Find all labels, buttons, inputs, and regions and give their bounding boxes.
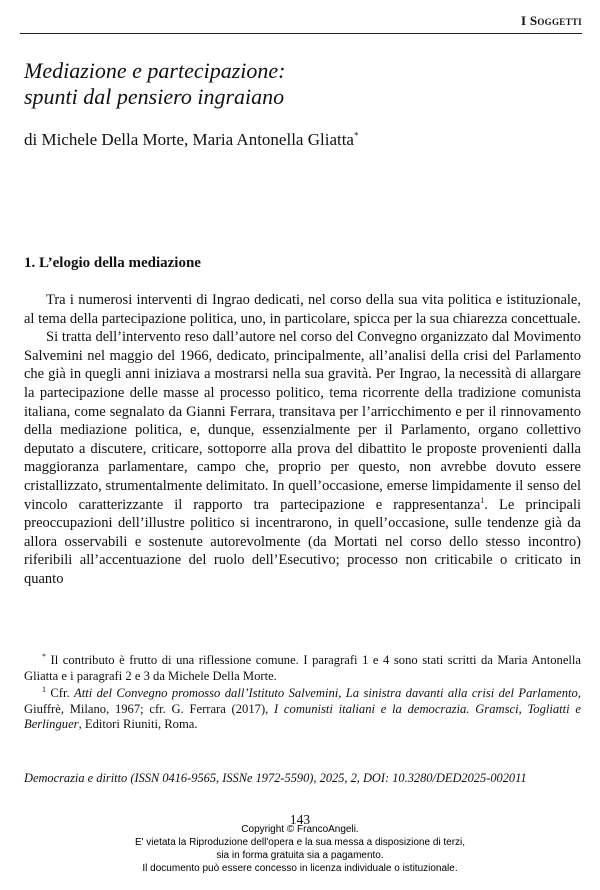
title-line-2: spunti dal pensiero ingraiano [24,84,285,109]
authors-note-mark: * [353,130,359,141]
body-text [24,291,581,589]
authors-line [24,130,358,150]
footnote-1-part-c: , Giuffrè, Milano, 1967; cfr. G. Ferrara (2017), [24,686,581,716]
article-title [24,58,564,110]
copyright-line-2: E' vietata la Riproduzione dell'opera e la sua messa a disposizione di terzi, [134,837,466,848]
footnote-1-part-d: I comunisti italiani e la democrazia. Gramsci, Togliatti e Berlinguer [24,701,581,731]
paragraph-2-part-2: . Le principali preoccupazioni dell’illustre politico si incentrarono, in quell’occasione, sulle tendenze già da allora osservabili e sostenute autorevolmente (da Mortati nel corso dello stesso incontro) riferibili all’accentuazione del ruolo dell’Esecutivo; processo non criticabile o criticato in quanto [24,496,581,587]
copyright-notice [0,823,600,875]
title-line-1: Mediazione e partecipazione: [24,58,286,83]
paragraph-2-part-1: Si tratta dell’intervento reso dall’autore nel corso del Convegno organizzato dal Movimento Salvemini nel maggio del 1966, dedicato, principalmente, all’analisi della crisi del Parlamento che già in quegli anni iniziava a mostrarsi nella sua gravità. Per Ingrao, la necessità di allargare la partecipazione delle masse al processo politico, tema ricorrente della tradizione comunista italiana, come segnalato da Gianni Ferrara, transitava per l’arricchimento e per il rinnovamento della mediazione politica, e, dunque, essenzialmente per il Parlamento, organo collettivo deputato a discutere, criticare, sottoporre alla prova del dibattito le proposte provenienti dalla maggioranza parlamentare, campo che, proprio per questo, non avrebbe dovuto essere cristallizzato, strumentalmente delimitato. In quell’occasione, emerse limpidamente il senso del vincolo caratterizzante il rapporto tra partecipazione e rappresentanza [24,329,581,513]
footnote-star-text: Il contributo è frutto di una riflessione comune. I paragrafi 1 e 4 sono stati scritti da Maria Antonella Gliatta e i paragrafi 2 e 3 da Michele Della Morte. [24,653,581,683]
footnote-star-mark: * [42,651,46,661]
header-rule [20,33,582,34]
paragraph-2 [24,328,581,588]
paragraph-1: Tra i numerosi interventi di Ingrao dedicati, nel corso della sua vita politica e istituzionale, al tema della partecipazione politica, uno, in particolare, spicca per la sua chiarezza concettuale. [24,292,581,327]
footnote-1-mark: 1 [42,684,46,694]
copyright-line-1: Copyright © FrancoAngeli. [241,824,359,835]
journal-citation: Democrazia e diritto (ISSN 0416-9565, ISSNe 1972-5590), 2025, 2, DOI: 10.3280/DED2025-002011 [24,771,527,785]
footnote-1-part-a: Cfr. [50,686,75,700]
section-heading: 1. L’elogio della mediazione [24,255,201,271]
footnote-1-part-e: , Editori Riuniti, Roma. [78,717,198,731]
copyright-line-3: sia in forma gratuita sia a pagamento. [216,850,384,861]
authors-text: di Michele Della Morte, Maria Antonella Gliatta [24,130,354,149]
footnote-1 [24,686,581,733]
section-label: I Soggetti [520,13,582,28]
footnotes [24,653,581,735]
page-number: 143 [289,812,311,827]
footnote-ref-1[interactable]: 1 [480,495,485,505]
footnote-star [24,653,581,684]
copyright-line-4: Il documento può essere concesso in licenza individuale o istituzionale. [142,863,458,874]
footnote-1-part-b: Atti del Convegno promosso dall’Istituto Salvemini, La sinistra davanti alla crisi del Parlamento [74,686,578,700]
